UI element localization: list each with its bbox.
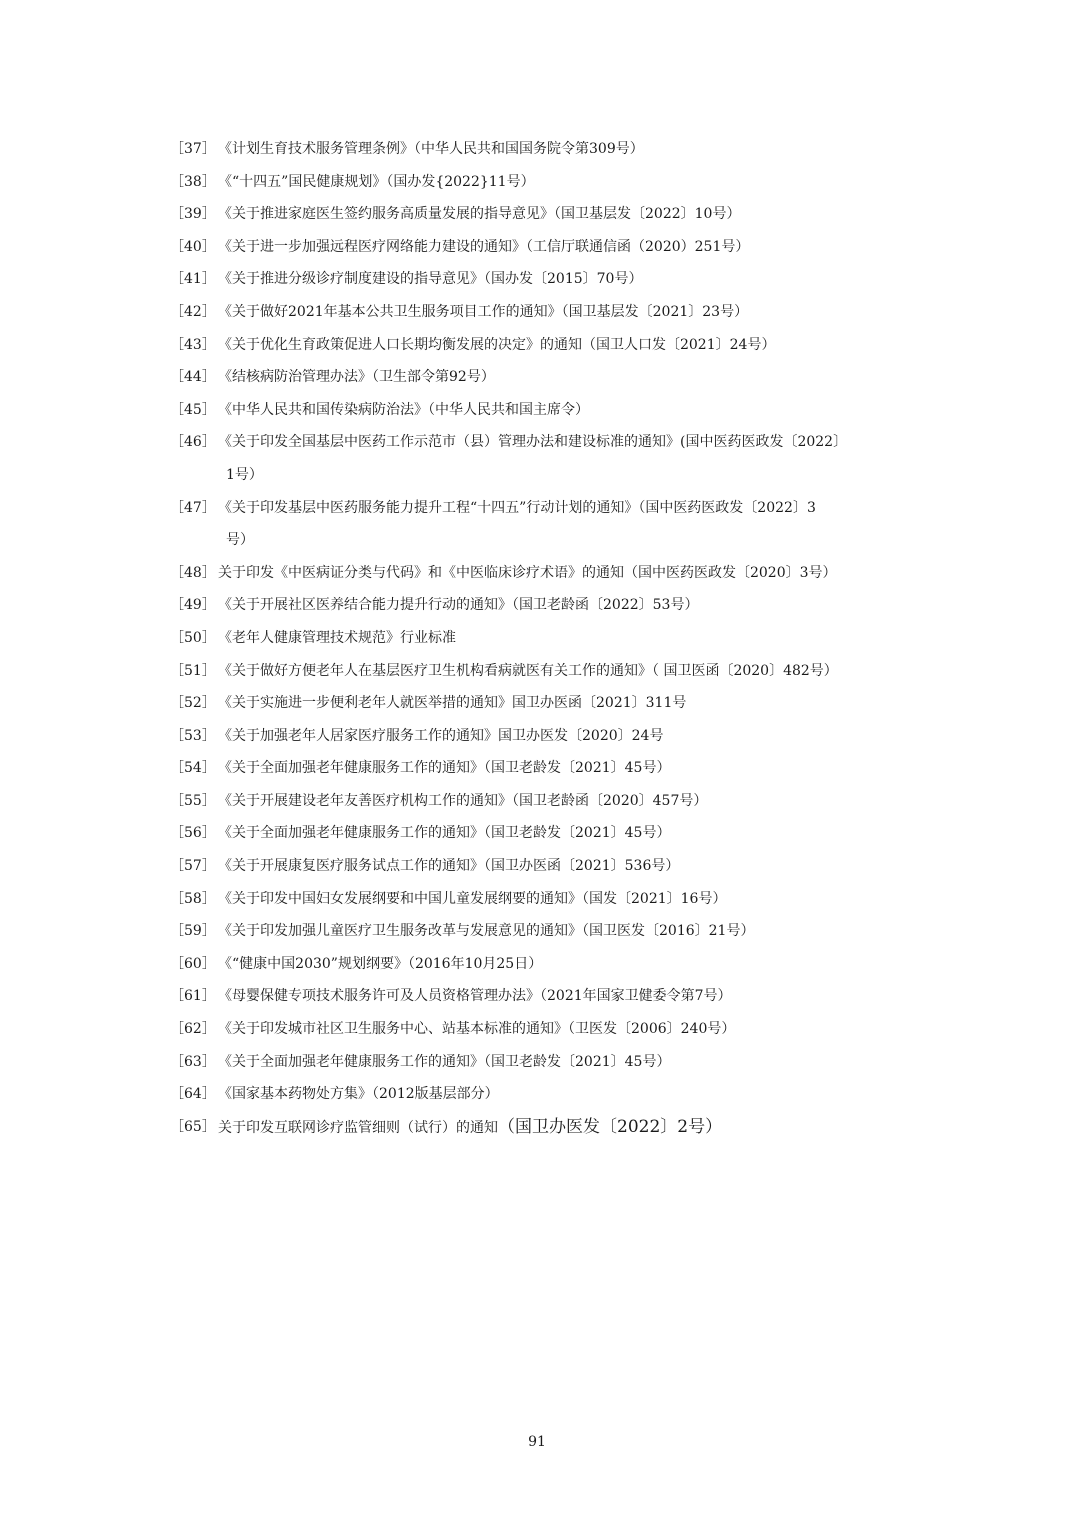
reference-number: ［52］	[170, 695, 216, 712]
reference-number: ［59］	[170, 923, 216, 940]
reference-number: ［40］	[170, 238, 216, 255]
reference-number: ［61］	[170, 988, 216, 1005]
reference-item	[170, 1078, 930, 1111]
reference-number: ［45］	[170, 401, 216, 418]
reference-number: ［51］	[170, 662, 216, 679]
reference-text: 《关于印发中国妇女发展纲要和中国儿童发展纲要的通知》（国发〔2021〕16号）	[218, 890, 727, 907]
reference-text: 《关于开展康复医疗服务试点工作的通知》（国卫办医函〔2021〕536号）	[218, 858, 680, 875]
reference-number: ［64］	[170, 1086, 216, 1103]
reference-item	[170, 622, 930, 655]
reference-text: 《结核病防治管理办法》（卫生部令第92号）	[218, 369, 495, 386]
reference-text: 《老年人健康管理技术规范》行业标准	[218, 629, 456, 646]
reference-number: ［63］	[170, 1053, 216, 1070]
reference-text: 《关于开展社区医养结合能力提升行动的通知》（国卫老龄函〔2022〕53号）	[218, 597, 699, 614]
reference-text: 《关于优化生育政策促进人口长期均衡发展的决定》的通知（国卫人口发〔2021〕24号）	[218, 336, 776, 353]
reference-number: ［37］	[170, 141, 216, 157]
reference-text: 《关于印发全国基层中医药工作示范市（县）管理办法和建设标准的通知》(国中医药医政发〔2022〕	[218, 434, 848, 451]
reference-item	[170, 492, 930, 525]
reference-item	[170, 655, 930, 688]
reference-number: ［55］	[170, 792, 216, 809]
reference-item	[170, 231, 930, 264]
reference-number: ［42］	[170, 303, 216, 320]
reference-text: 《关于实施进一步便利老年人就医举措的通知》国卫办医函〔2021〕311号	[218, 695, 687, 712]
reference-item	[170, 1046, 930, 1079]
reference-text: 《关于进一步加强远程医疗网络能力建设的通知》（工信厅联通信函（2020）251号）	[218, 238, 750, 255]
reference-item	[170, 817, 930, 850]
reference-number: ［62］	[170, 1021, 216, 1038]
reference-item	[170, 1111, 930, 1145]
reference-continuation: 号）	[226, 532, 254, 549]
reference-text: 《关于全面加强老年健康服务工作的通知》（国卫老龄发〔2021〕45号）	[218, 760, 671, 777]
reference-text: 《关于印发加强儿童医疗卫生服务改革与发展意见的通知》（国卫医发〔2016〕21号）	[218, 923, 755, 940]
reference-item	[170, 720, 930, 753]
reference-number: ［47］	[170, 499, 216, 516]
reference-text: 《关于印发城市社区卫生服务中心、站基本标准的通知》（卫医发〔2006〕240号）	[218, 1021, 736, 1038]
reference-number: ［39］	[170, 206, 216, 223]
reference-text: 《“十四五”国民健康规划》（国办发{2022}11号）	[218, 173, 535, 190]
reference-number: ［60］	[170, 955, 216, 972]
reference-text: 《计划生育技术服务管理条例》（中华人民共和国国务院令第309号）	[218, 141, 644, 157]
reference-text: 《母婴保健专项技术服务许可及人员资格管理办法》（2021年国家卫健委令第7号）	[218, 988, 732, 1005]
reference-item	[170, 883, 930, 916]
reference-text: 《关于全面加强老年健康服务工作的通知》（国卫老龄发〔2021〕45号）	[218, 825, 671, 842]
reference-item	[170, 133, 930, 166]
reference-number: ［44］	[170, 369, 216, 386]
page-number: 91	[528, 1434, 546, 1450]
reference-number: ［41］	[170, 271, 216, 288]
reference-item	[170, 850, 930, 883]
reference-number: ［46］	[170, 434, 216, 451]
reference-text: 《中华人民共和国传染病防治法》（中华人民共和国主席令）	[218, 401, 589, 418]
reference-number: ［56］	[170, 825, 216, 842]
reference-text: 《“健康中国2030”规划纲要》（2016年10月25日）	[218, 955, 543, 972]
reference-number: ［57］	[170, 858, 216, 875]
reference-item	[170, 948, 930, 981]
reference-text: 《关于开展建设老年友善医疗机构工作的通知》（国卫老龄函〔2020〕457号）	[218, 792, 708, 809]
reference-item	[170, 263, 930, 296]
reference-number: ［38］	[170, 173, 216, 190]
reference-item	[170, 1013, 930, 1046]
reference-item	[170, 361, 930, 394]
reference-item	[170, 296, 930, 329]
reference-number: ［65］	[170, 1118, 216, 1135]
reference-number: ［58］	[170, 890, 216, 907]
reference-number: ［50］	[170, 629, 216, 646]
reference-text: 关于印发互联网诊疗监管细则（试行）的通知	[218, 1119, 498, 1136]
reference-document-number: （国卫办医发〔2022〕2号）	[498, 1116, 723, 1137]
reference-continuation: 1号）	[226, 466, 263, 483]
reference-item	[170, 915, 930, 948]
reference-item	[170, 687, 930, 720]
reference-text: 《国家基本药物处方集》（2012版基层部分）	[218, 1086, 499, 1103]
reference-number: ［49］	[170, 597, 216, 614]
reference-text: 《关于全面加强老年健康服务工作的通知》（国卫老龄发〔2021〕45号）	[218, 1053, 671, 1070]
reference-text: 《关于做好方便老年人在基层医疗卫生机构看病就医有关工作的通知》（ 国卫医函〔2020〕482号）	[218, 662, 838, 679]
reference-item	[170, 329, 930, 362]
reference-item	[170, 426, 930, 459]
reference-item	[170, 557, 930, 590]
reference-number: ［48］	[170, 564, 216, 581]
reference-item	[170, 394, 930, 427]
reference-number: ［43］	[170, 336, 216, 353]
reference-number: ［54］	[170, 760, 216, 777]
reference-item	[170, 980, 930, 1013]
reference-text: 《关于印发基层中医药服务能力提升工程“十四五”行动计划的通知》（国中医药医政发〔2022〕3	[218, 499, 816, 516]
reference-item	[170, 785, 930, 818]
reference-item	[170, 198, 930, 231]
reference-list	[170, 133, 930, 1144]
reference-text: 《关于推进分级诊疗制度建设的指导意见》（国办发〔2015〕70号）	[218, 271, 643, 288]
reference-text-group	[218, 1111, 930, 1145]
reference-text: 《关于加强老年人居家医疗服务工作的通知》国卫办医发〔2020〕24号	[218, 727, 664, 744]
reference-item	[170, 589, 930, 622]
reference-item	[170, 752, 930, 785]
reference-text: 关于印发《中医病证分类与代码》和《中医临床诊疗术语》的通知（国中医药医政发〔2020〕3号）	[218, 564, 837, 581]
reference-number: ［53］	[170, 727, 216, 744]
reference-text: 《关于做好2021年基本公共卫生服务项目工作的通知》（国卫基层发〔2021〕23号）	[218, 303, 749, 320]
reference-text: 《关于推进家庭医生签约服务高质量发展的指导意见》（国卫基层发〔2022〕10号）	[218, 206, 741, 223]
reference-item	[170, 166, 930, 199]
